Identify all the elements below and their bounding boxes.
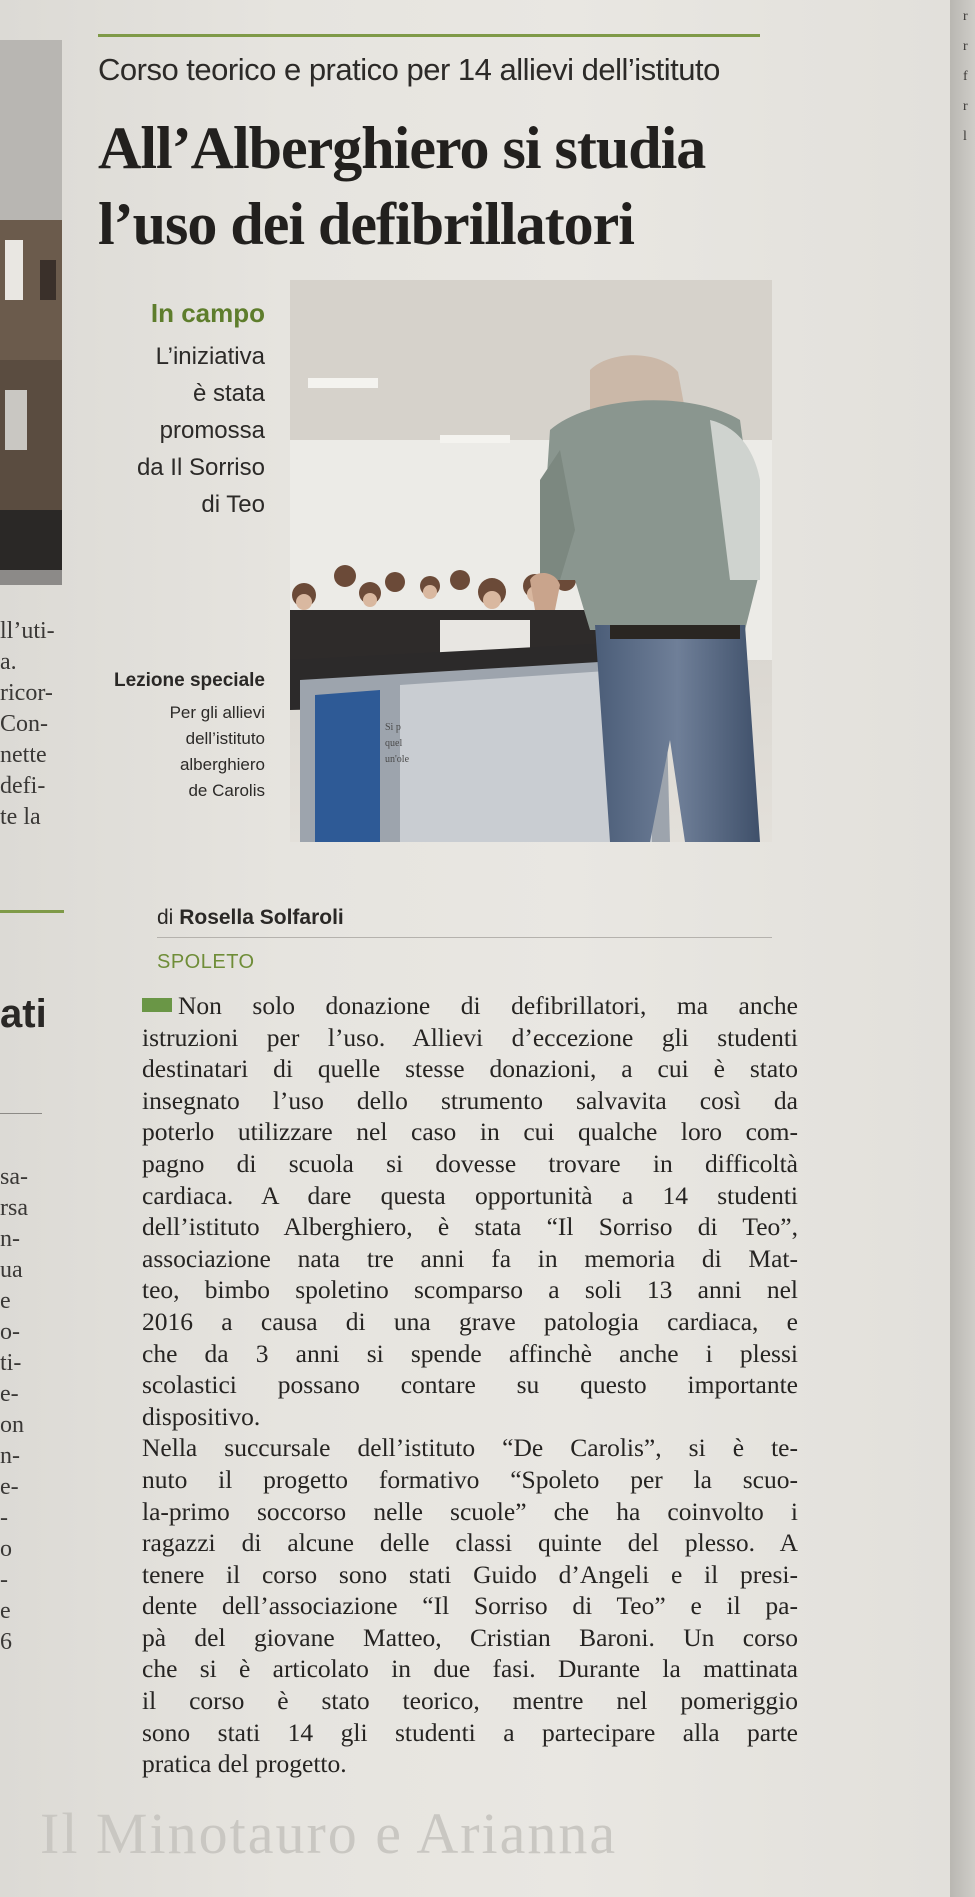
left-line: ricor- (0, 680, 53, 706)
left-line: te la (0, 804, 41, 830)
body-line: destinatari di quelle stesse donazioni, a cui è stato (142, 1054, 798, 1084)
body-line: dispositivo. (142, 1401, 261, 1431)
left-line: Con- (0, 711, 48, 737)
body-line: nuto il progetto formativo “Spoleto per la scuo- (142, 1464, 798, 1494)
photo-caption-title: In campo (150, 298, 265, 328)
body-line: il corso è stato teorico, mentre nel pomeriggio (142, 1686, 798, 1716)
body-line: tenere il corso sono stati Guido d’Angeli e il presi- (142, 1559, 798, 1589)
article-dateline: SPOLETO (157, 951, 255, 973)
body-line: associazione nata tre anni fa in memoria di Mat- (142, 1243, 798, 1273)
left-line: - (0, 1505, 8, 1531)
left-column-divider (0, 1113, 42, 1114)
caption-line: è stata (192, 380, 265, 407)
left-line: ua (0, 1257, 23, 1283)
svg-text:un'ole: un'ole (385, 754, 410, 765)
body-line: che si è articolato in due fasi. Durante la mattinata (142, 1654, 798, 1684)
article-byline (157, 906, 344, 930)
byline-divider (157, 937, 772, 938)
body-line: teo, bimbo spoletino scomparso a soli 13 anni nel (142, 1275, 798, 1305)
author-name: Rosella Solfaroli (179, 906, 344, 929)
top-rule (98, 34, 760, 37)
left-line: n- (0, 1443, 20, 1469)
edge-glyph: l (963, 129, 967, 144)
caption-line: dell’istituto (185, 729, 265, 748)
left-line: ti- (0, 1350, 22, 1376)
left-line: ll’uti- (0, 618, 55, 644)
svg-text:Si p: Si p (385, 722, 401, 733)
article-headline (98, 110, 798, 262)
body-line: dente dell’associazione “Il Sorriso di Teo” e il pa- (142, 1591, 798, 1621)
caption-line: de Carolis (188, 781, 265, 800)
caption-line: alberghiero (179, 755, 265, 774)
caption-line: L’iniziativa (155, 343, 265, 370)
body-line: cardiaca. A dare questa opportunità a 14 studenti (142, 1180, 798, 1210)
bleed-through-headline: Il Minotauro e Arianna (40, 1801, 618, 1866)
left-line: on (0, 1412, 24, 1438)
photo-caption-title-2: Lezione speciale (113, 670, 265, 691)
left-line: rsa (0, 1195, 28, 1221)
photo-caption-body (100, 338, 265, 523)
left-line: sa- (0, 1164, 28, 1190)
left-line: 6 (0, 1629, 12, 1655)
left-line: e (0, 1598, 11, 1624)
left-column-text-bottom (0, 1162, 40, 1658)
body-line: sono stati 14 gli studenti a partecipare alla parte (142, 1717, 798, 1747)
headline-line: l’uso dei defibrillatori (98, 191, 634, 257)
body-line: la-primo soccorso nelle scuole” che ha coinvolto i (142, 1496, 798, 1526)
article-kicker: Corso teorico e pratico per 14 allievi dell’istituto (98, 52, 720, 87)
left-line: e- (0, 1381, 19, 1407)
edge-glyph: r (963, 99, 968, 114)
left-line: o- (0, 1319, 20, 1345)
body-line: che da 3 anni si spende affinchè anche i plessi (142, 1338, 798, 1368)
body-line: pà del giovane Matteo, Cristian Baroni. Un corso (142, 1622, 798, 1652)
left-column-heading: ati (0, 992, 47, 1036)
left-line: e- (0, 1474, 19, 1500)
classroom-photo (290, 280, 772, 842)
body-line: poterlo utilizzare nel caso in cui qualche loro com- (142, 1117, 798, 1147)
edge-glyph: f (963, 69, 968, 84)
left-column-rule (0, 910, 64, 913)
left-line: e (0, 1288, 11, 1314)
headline-line: All’Alberghiero si studia (98, 115, 706, 181)
body-line: insegnato l’uso dello strumento salvavita così da (142, 1085, 798, 1115)
byline-prefix: di (157, 906, 174, 929)
caption-line: promossa (159, 417, 265, 444)
edge-glyph: r (963, 9, 968, 24)
caption-line: Per gli allievi (169, 703, 265, 722)
classroom-illustration (290, 280, 772, 842)
photo-caption-body-2 (90, 700, 265, 804)
left-column-photo (0, 40, 62, 585)
svg-text:quel: quel (385, 738, 403, 749)
body-line: ragazzi di alcune delle classi quinte del plesso. A (142, 1528, 798, 1558)
body-line: scolastici possano contare su questo importante (142, 1370, 798, 1400)
body-line: dell’istituto Alberghiero, è stata “Il Sorriso di Teo”, (142, 1212, 798, 1242)
caption-line: da Il Sorriso (136, 454, 265, 481)
left-line: o (0, 1536, 12, 1562)
building-photo-fragment (0, 40, 62, 585)
body-line: Nella succursale dell’istituto “De Carolis”, si è te- (142, 1433, 798, 1463)
body-line: 2016 a causa di una grave patologia cardiaca, e (142, 1306, 798, 1336)
edge-glyph: r (963, 39, 968, 54)
body-line: pagno di scuola si dovesse trovare in difficoltà (142, 1148, 798, 1178)
paragraph-marker-icon (142, 998, 172, 1012)
body-line: istruzioni per l’uso. Allievi d’eccezione gli studenti (142, 1022, 798, 1052)
left-line: nette (0, 742, 47, 768)
caption-line: di Teo (201, 491, 265, 518)
left-line: a. (0, 649, 17, 675)
body-line: pratica del progetto. (142, 1749, 347, 1779)
article-body (142, 990, 798, 1780)
body-line: Non solo donazione di defibrillatori, ma anche (142, 990, 798, 1022)
left-line: - (0, 1567, 8, 1593)
left-line: defi- (0, 773, 46, 799)
page-edge (950, 0, 975, 1897)
left-line: n- (0, 1226, 20, 1252)
right-edge-glyphs (963, 2, 975, 152)
left-column-text-top (0, 616, 70, 833)
